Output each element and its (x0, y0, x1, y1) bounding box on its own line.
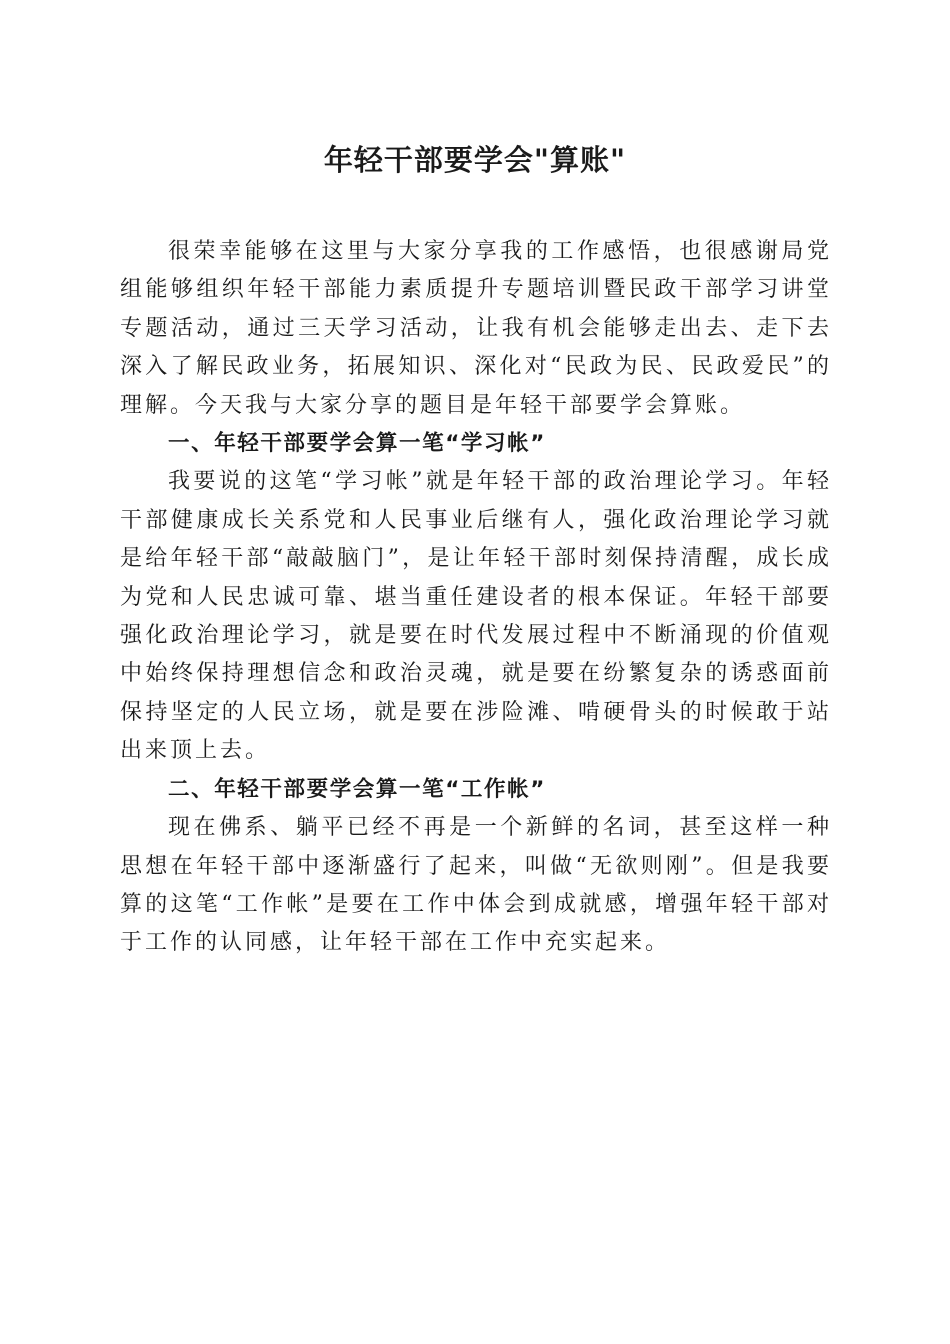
intro-paragraph: 很荣幸能够在这里与大家分享我的工作感悟，也很感谢局党组能够组织年轻干部能力素质提升专题培训暨民政干部学习讲堂专题活动，通过三天学习活动，让我有机会能够走出去、走下去深入了解民政业务，拓展知识、深化对“民政为民、民政爱民”的理解。今天我与大家分享的题目是年轻干部要学会算账。 (120, 239, 832, 418)
study-paragraph: 我要说的这笔“学习帐”就是年轻干部的政治理论学习。年轻干部健康成长关系党和人民事业后继有人，强化政治理论学习就是给年轻干部“敲敲脑门”，是让年轻干部时刻保持清醒，成长成为党和人民忠诚可靠、堪当重任建设者的根本保证。年轻干部要强化政治理论学习，就是要在时代发展过程中不断涌现的价值观中始终保持理想信念和政治灵魂，就是要在纷繁复杂的诱惑面前保持坚定的人民立场，就是要在涉险滩、啃硬骨头的时候敢于站出来顶上去。 (120, 469, 832, 764)
work-paragraph: 现在佛系、躺平已经不再是一个新鲜的名词，甚至这样一种思想在年轻干部中逐渐盛行了起来，叫做“无欲则刚”。但是我要算的这笔“工作帐”是要在工作中体会到成就感，增强年轻干部对于工作的认同感，让年轻干部在工作中充实起来。 (120, 815, 832, 956)
document-title: 年轻干部要学会"算账" (323, 143, 627, 177)
section-heading-work: 二、年轻干部要学会算一笔“工作帐” (168, 776, 546, 802)
document-body (120, 233, 832, 963)
section-heading-study: 一、年轻干部要学会算一笔“学习帐” (168, 431, 546, 457)
